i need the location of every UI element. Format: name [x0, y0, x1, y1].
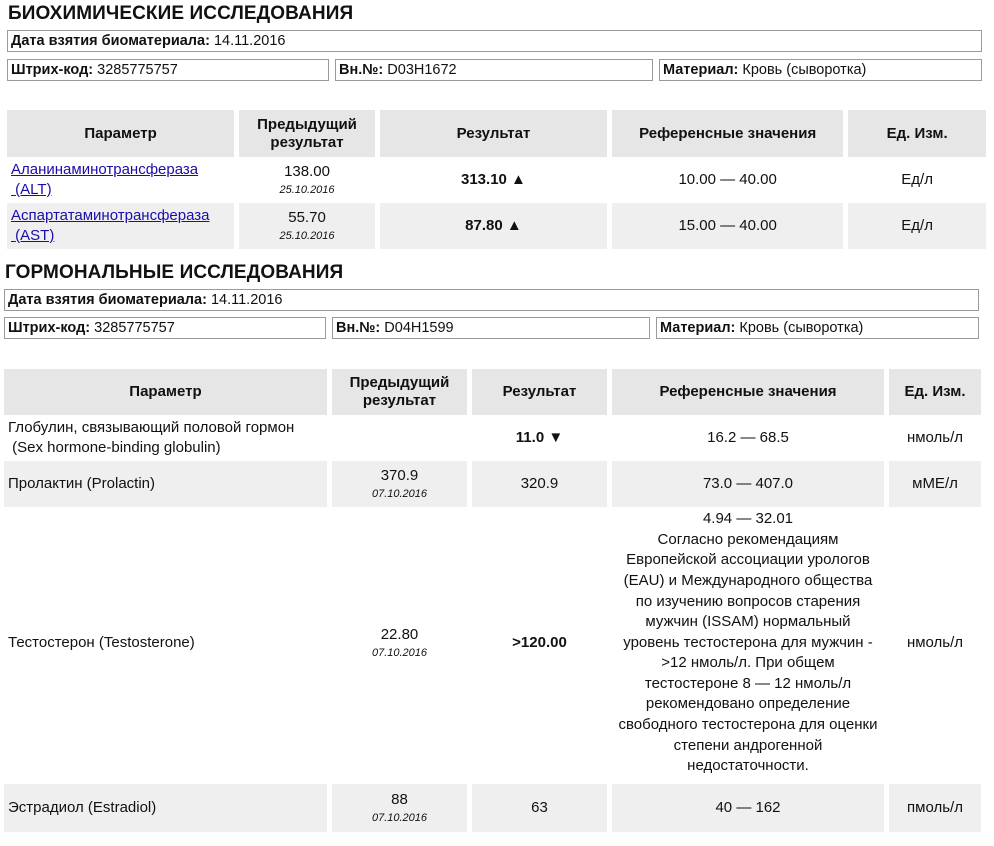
header-unit: Ед. Изм. [848, 110, 986, 157]
material-label: Материал: [663, 62, 739, 78]
biochem-section-title: БИОХИМИЧЕСКИЕ ИССЛЕДОВАНИЯ [8, 3, 354, 24]
biochem-material-box [659, 59, 982, 81]
prev-value: 370.9 [380, 467, 419, 484]
prev-value: 88 [391, 791, 408, 808]
unit-value: мМЕ/л [889, 461, 981, 507]
ref-note: Согласно рекомендациям Европейской ассоциации урологов (EAU) и Международного общества по изучению вопросов старения мужчин (ISSAM) нормальный уровень тестостерона для мужчин - >12 нмоль/л. При общем тестостероне 8 — 12 нмоль/л рекомендовано определение свободного тестостерона для оценки степени андрогенной недостаточности. [618, 530, 878, 775]
ref-value: 4.94 — 32.01 [702, 510, 794, 528]
param-name: Глобулин, связывающий половой гормон [8, 419, 295, 436]
param-name: Тестостерон (Testosterone) [8, 634, 195, 651]
prev-cell [332, 415, 467, 461]
unit-value: нмоль/л [906, 429, 964, 446]
date-value: 14.11.2016 [210, 292, 283, 308]
param-cell [4, 507, 327, 779]
unit-value: Ед/л [848, 203, 986, 249]
prev-value: 22.80 [380, 626, 419, 643]
header-param: Параметр [7, 110, 234, 157]
table-row [4, 784, 981, 832]
vn-label: Вн.№: [336, 320, 381, 336]
table-row [4, 415, 981, 461]
date-label: Дата взятия биоматериала: [8, 292, 207, 308]
table-row [7, 157, 986, 203]
result-value: 313.10 ▲ [461, 171, 526, 188]
prev-date: 25.10.2016 [279, 184, 335, 196]
biochem-barcode-box [7, 59, 329, 81]
unit-value: Ед/л [901, 171, 933, 188]
ref-value: 40 — 162 [612, 784, 884, 832]
prev-cell [332, 461, 467, 507]
param-cell [7, 203, 234, 249]
table-row [7, 203, 986, 249]
biochem-date-box [7, 30, 982, 52]
ref-value: 16.2 — 68.5 [707, 429, 789, 446]
hormone-results-table [0, 369, 986, 832]
prev-cell [332, 507, 467, 779]
hormone-section-title: ГОРМОНАЛЬНЫЕ ИССЛЕДОВАНИЯ [5, 262, 344, 283]
header-prev: Предыдущий результат [239, 110, 375, 157]
table-row [4, 507, 981, 779]
prev-date: 07.10.2016 [371, 812, 428, 824]
result-value: 63 [472, 784, 607, 832]
header-result: Результат [380, 110, 607, 157]
param-cell [7, 157, 234, 203]
header-unit: Ед. Изм. [889, 369, 981, 415]
vn-label: Вн.№: [339, 62, 384, 78]
header-ref: Референсные значения [612, 369, 884, 415]
prev-cell [239, 157, 375, 203]
param-cell [4, 784, 327, 832]
hormone-date-box [4, 289, 979, 311]
hormone-material-box [656, 317, 979, 339]
prev-value: 138.00 [284, 163, 330, 180]
date-label: Дата взятия биоматериала: [11, 33, 210, 49]
prev-date: 07.10.2016 [371, 488, 428, 500]
prev-value: 55.70 [288, 209, 326, 226]
barcode-label: Штрих-код: [11, 62, 94, 78]
barcode-label: Штрих-код: [8, 320, 91, 336]
unit-value: нмоль/л [906, 634, 964, 651]
param-name: Пролактин (Prolactin) [8, 475, 156, 492]
ref-value: 10.00 — 40.00 [678, 171, 777, 188]
material-label: Материал: [660, 320, 736, 336]
param-name: Эстрадиол (Estradiol) [8, 799, 157, 816]
biochem-results-table [2, 110, 991, 249]
param-link-ast[interactable]: Аспартатаминотрансфераза (AST) [11, 207, 210, 244]
result-value: 11.0 ▼ [515, 429, 564, 446]
barcode-value: 3285775757 [94, 320, 175, 336]
ref-value: 73.0 — 407.0 [612, 461, 884, 507]
barcode-value: 3285775757 [97, 62, 178, 78]
biochem-vn-box [335, 59, 653, 81]
header-param: Параметр [4, 369, 327, 415]
result-value: 320.9 [472, 461, 607, 507]
material-value: Кровь (сыворотка) [742, 62, 867, 78]
prev-cell [239, 203, 375, 249]
param-link-alt[interactable]: Аланинаминотрансфераза (ALT) [11, 161, 199, 198]
param-cell [4, 415, 327, 461]
hormone-barcode-box [4, 317, 326, 339]
material-value: Кровь (сыворотка) [739, 320, 864, 336]
vn-value: D03H1672 [387, 62, 457, 78]
header-prev: Предыдущий результат [332, 369, 467, 415]
unit-value: пмоль/л [889, 784, 981, 832]
vn-value: D04H1599 [384, 320, 454, 336]
ref-value: 15.00 — 40.00 [612, 203, 843, 249]
result-value: 87.80 ▲ [380, 203, 607, 249]
header-result: Результат [472, 369, 607, 415]
prev-cell [332, 784, 467, 832]
table-row [4, 461, 981, 507]
hormone-vn-box [332, 317, 650, 339]
result-value: >120.00 [512, 634, 567, 651]
ref-cell [612, 507, 884, 779]
prev-date: 07.10.2016 [371, 647, 428, 659]
param-name-en: (Sex hormone-binding globulin) [12, 439, 221, 456]
param-cell [4, 461, 327, 507]
header-ref: Референсные значения [612, 110, 843, 157]
date-value: 14.11.2016 [213, 33, 286, 49]
prev-date: 25.10.2016 [279, 230, 335, 242]
